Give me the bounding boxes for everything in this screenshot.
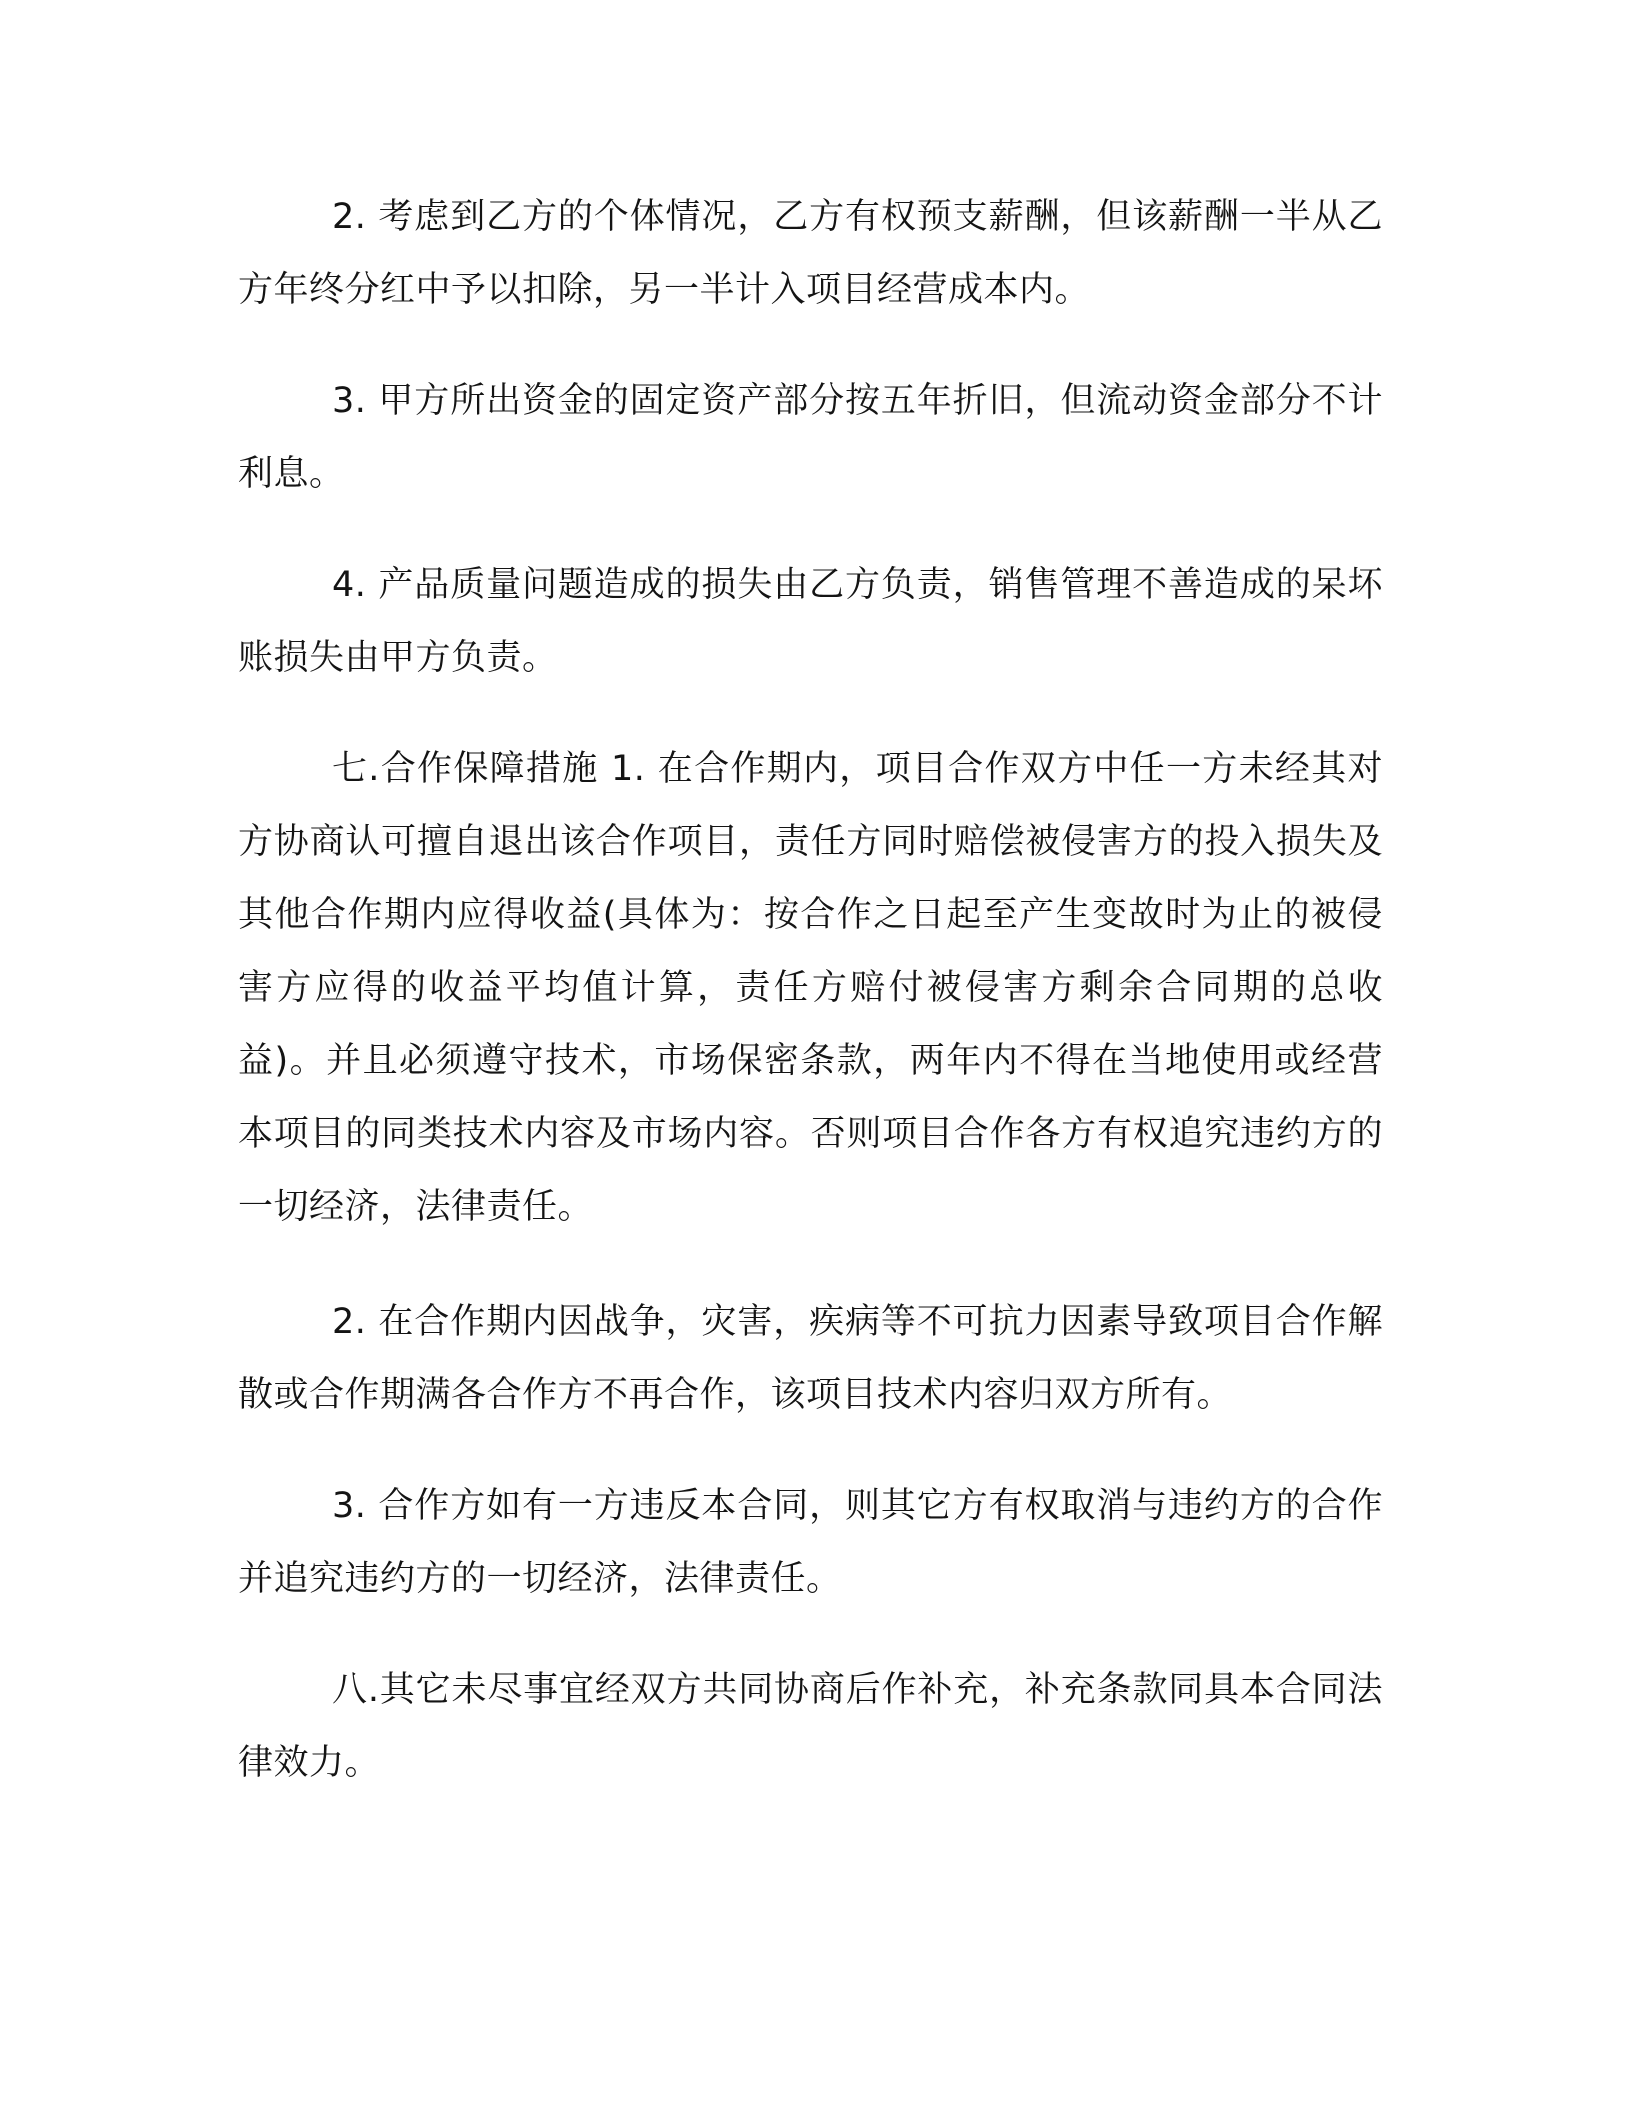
clause-paragraph: 2. 考虑到乙方的个体情况，乙方有权预支薪酬，但该薪酬一半从乙方年终分红中予以扣除，另一半计入项目经营成本内。 xyxy=(238,197,1383,310)
clause-paragraph: 3. 合作方如有一方违反本合同，则其它方有权取消与违约方的合作并追究违约方的一切经济，法律责任。 xyxy=(238,1486,1383,1599)
section-seven-paragraph: 七.合作保障措施 1. 在合作期内，项目合作双方中任一方未经其对方协商认可擅自退出该合作项目，责任方同时赔偿被侵害方的投入损失及其他合作期内应得收益(具体为：按合作之日起至产生变故时为止的被侵害方应得的收益平均值计算，责任方赔付被侵害方剩余合同期的总收益)。并且必须遵守技术，市场保密条款，两年内不得在当地使用或经营本项目的同类技术内容及市场内容。否则项目合作各方有权追究违约方的一切经济，法律责任。 xyxy=(238,749,1383,1227)
clause-paragraph: 2. 在合作期内因战争，灾害，疾病等不可抗力因素导致项目合作解散或合作期满各合作方不再合作，该项目技术内容归双方所有。 xyxy=(238,1302,1383,1415)
section-eight-paragraph: 八.其它未尽事宜经双方共同协商后作补充，补充条款同具本合同法律效力。 xyxy=(238,1670,1383,1783)
clause-paragraph: 3. 甲方所出资金的固定资产部分按五年折旧，但流动资金部分不计利息。 xyxy=(238,381,1383,494)
clause-paragraph: 4. 产品质量问题造成的损失由乙方负责，销售管理不善造成的呆坏账损失由甲方负责。 xyxy=(238,565,1383,678)
